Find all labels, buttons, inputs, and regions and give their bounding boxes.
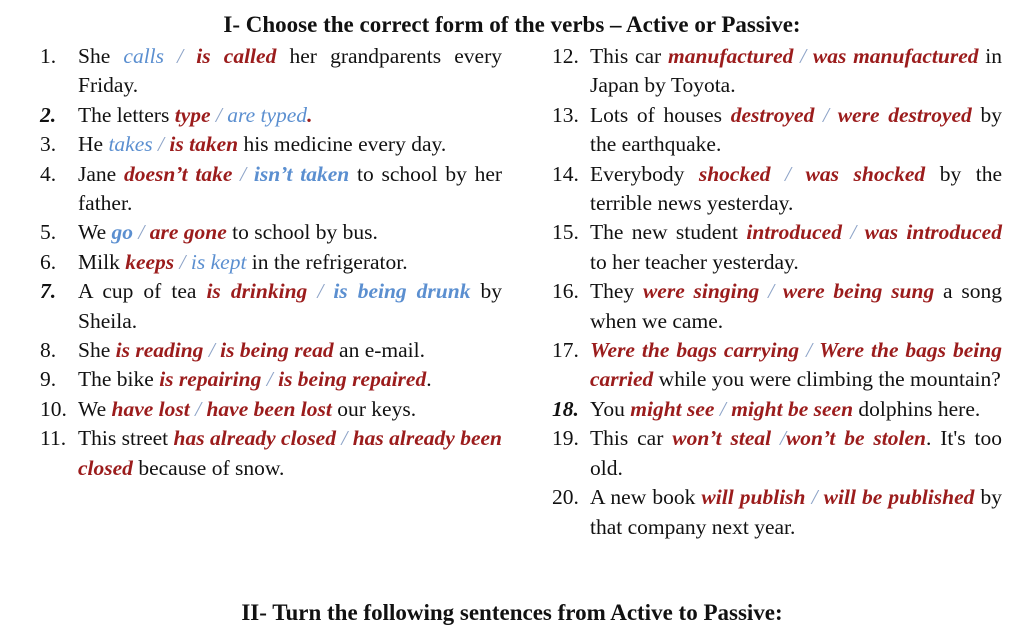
next-section-heading: II- Turn the following sentences from Active to Passive: — [241, 600, 783, 625]
sentence-start: A new book — [590, 485, 702, 510]
item-sentence — [78, 277, 502, 336]
sentence-start: She — [78, 338, 116, 363]
option-2: has already been closed — [78, 426, 503, 480]
sentence-start: This street — [78, 426, 174, 451]
item-sentence — [78, 395, 502, 424]
sentence-start: She — [78, 44, 124, 68]
sentence-start: We — [78, 220, 112, 245]
item-sentence — [590, 277, 1002, 336]
item-sentence — [78, 130, 502, 159]
exercise-item-10 — [40, 395, 502, 424]
option-2: is being drunk — [333, 279, 471, 304]
exercise-item-1 — [40, 42, 502, 101]
sentence-start: The bike — [78, 367, 160, 392]
option-separator: / — [203, 338, 221, 363]
sentence-end: in the refrigerator. — [246, 249, 408, 274]
item-number: 1. — [40, 44, 57, 68]
item-sentence — [590, 336, 1002, 395]
exercise-item-14 — [552, 160, 1002, 219]
item-sentence — [590, 42, 1002, 101]
sentence-start: The new student — [590, 220, 747, 245]
option-separator: / — [759, 279, 783, 304]
item-number: 15. — [552, 220, 579, 245]
option-separator: / — [164, 44, 197, 68]
item-sentence — [78, 101, 502, 130]
option-2: are typed — [227, 102, 308, 127]
item-sentence — [590, 160, 1002, 219]
option-1: go — [111, 220, 133, 245]
sentence-start: Milk — [78, 249, 126, 274]
option-2: was shocked — [805, 161, 926, 186]
item-number: 4. — [40, 161, 57, 186]
sentence-end: by the earthquake. — [590, 102, 1002, 157]
sentence-end: to her teacher yesterday. — [590, 249, 799, 274]
sentence-end: . — [307, 102, 313, 127]
exercise-item-5 — [40, 218, 502, 247]
option-2: is taken — [169, 132, 239, 157]
sentence-start: This car — [590, 426, 673, 451]
option-separator: / — [805, 485, 824, 510]
sentence-end: her grandparents every Friday. — [78, 44, 503, 98]
item-sentence — [590, 101, 1002, 160]
option-1: doesn’t take — [123, 161, 233, 186]
sentence-end: dolphins here. — [853, 396, 981, 421]
item-sentence — [78, 218, 502, 247]
option-1: is repairing — [159, 367, 262, 392]
sentence-end: to school by bus. — [226, 220, 378, 245]
item-sentence — [78, 42, 502, 101]
item-number: 2. — [40, 102, 57, 127]
item-sentence — [590, 483, 1002, 542]
option-1: won’t steal — [672, 426, 772, 451]
exercise-item-9 — [40, 365, 502, 394]
option-1: Were the bags carrying — [590, 338, 800, 363]
item-number: 14. — [552, 161, 579, 186]
exercise-item-7 — [40, 277, 502, 336]
item-number: 10. — [40, 396, 67, 421]
option-separator: / — [152, 132, 170, 157]
sentence-start: Jane — [78, 161, 124, 186]
exercise-item-19 — [552, 424, 1002, 483]
option-separator: / — [174, 249, 191, 274]
item-number: 18. — [552, 396, 579, 421]
option-1: will publish — [701, 485, 806, 510]
option-1: introduced — [746, 220, 842, 245]
left-column — [40, 42, 502, 483]
option-2: were being sung — [782, 279, 935, 304]
sentence-end: his medicine every day. — [238, 132, 447, 157]
sentence-start: This car — [590, 44, 668, 68]
option-separator: / — [799, 338, 820, 363]
sentence-start: You — [590, 396, 631, 421]
option-separator: / — [210, 102, 228, 127]
option-separator: / — [771, 426, 786, 451]
sentence-start: Lots of houses — [590, 102, 731, 127]
option-separator: / — [793, 44, 813, 68]
item-number: 9. — [40, 367, 57, 392]
item-number: 8. — [40, 338, 57, 363]
option-2: will be published — [823, 485, 975, 510]
option-separator: / — [307, 279, 334, 304]
sentence-end: because of snow. — [132, 455, 285, 480]
item-number: 17. — [552, 338, 579, 363]
option-1: might see — [630, 396, 715, 421]
item-number: 19. — [552, 426, 579, 451]
item-sentence — [590, 395, 1002, 424]
sentence-end: an e-mail. — [333, 338, 425, 363]
option-2: was introduced — [864, 220, 1002, 245]
sentence-end: a song when we came. — [590, 279, 1002, 333]
option-2: is kept — [190, 249, 247, 274]
option-1: manufactured — [667, 44, 794, 68]
option-1: takes — [108, 132, 153, 157]
item-number: 16. — [552, 279, 579, 304]
item-sentence — [590, 218, 1002, 277]
option-2: won’t be stolen — [785, 426, 926, 451]
sentence-end: in Japan by Toyota. — [590, 44, 1002, 98]
exercise-item-2 — [40, 101, 502, 130]
exercise-item-6 — [40, 248, 502, 277]
option-1: destroyed — [730, 102, 815, 127]
option-2: was manufactured — [812, 44, 979, 68]
item-sentence — [78, 365, 502, 394]
item-number: 11. — [40, 426, 67, 451]
exercise-item-12 — [552, 42, 1002, 101]
exercise-item-16 — [552, 277, 1002, 336]
option-separator: / — [841, 220, 865, 245]
sentence-end: by the terrible news yesterday. — [590, 161, 1002, 216]
exercise-title: I- Choose the correct form of the verbs – Active or Passive: — [223, 12, 801, 37]
item-number: 5. — [40, 220, 57, 245]
option-separator: / — [261, 367, 279, 392]
option-1: keeps — [125, 249, 175, 274]
right-column — [552, 42, 1002, 542]
item-number: 13. — [552, 102, 579, 127]
item-number: 3. — [40, 132, 57, 157]
option-separator: / — [770, 161, 806, 186]
option-1: shocked — [698, 161, 771, 186]
option-1: is drinking — [206, 279, 308, 304]
sentence-end: . — [426, 367, 432, 392]
option-1: has already closed — [173, 426, 336, 451]
item-number: 7. — [40, 279, 57, 304]
item-number: 20. — [552, 485, 579, 510]
option-2: were destroyed — [837, 102, 972, 127]
sentence-start: The letters — [78, 102, 175, 127]
item-sentence — [78, 336, 502, 365]
exercise-item-13 — [552, 101, 1002, 160]
exercise-item-17 — [552, 336, 1002, 395]
sentence-end: to school by her father. — [78, 161, 503, 216]
sentence-end: . It's too old. — [590, 426, 1002, 480]
item-sentence — [590, 424, 1002, 483]
sentence-end: by Sheila. — [78, 279, 502, 333]
option-separator: / — [714, 396, 732, 421]
sentence-end: while you were climbing the mountain? — [653, 367, 1001, 392]
option-1: were singing — [642, 279, 760, 304]
sentence-start: Everybody — [590, 161, 699, 186]
option-1: is reading — [115, 338, 204, 363]
option-1: have lost — [111, 396, 190, 421]
option-2: isn’t taken — [253, 161, 350, 186]
sentence-start: They — [590, 279, 643, 304]
item-number: 12. — [552, 44, 579, 68]
option-separator: / — [189, 396, 207, 421]
exercise-item-15 — [552, 218, 1002, 277]
option-2: is called — [196, 44, 277, 68]
exercise-item-11 — [40, 424, 502, 483]
sentence-end: our keys. — [331, 396, 417, 421]
option-separator: / — [133, 220, 150, 245]
option-2: Were the bags being carried — [590, 338, 1002, 392]
item-number: 6. — [40, 249, 57, 274]
item-sentence — [78, 248, 502, 277]
sentence-start: We — [78, 396, 112, 421]
option-1: type — [174, 102, 211, 127]
option-2: is being read — [220, 338, 334, 363]
option-2: might be seen — [731, 396, 854, 421]
option-2: have been lost — [206, 396, 332, 421]
item-sentence — [78, 160, 502, 219]
option-separator: / — [232, 161, 254, 186]
sentence-start: He — [78, 132, 109, 157]
item-sentence — [78, 424, 502, 483]
option-2: are gone — [149, 220, 227, 245]
exercise-item-4 — [40, 160, 502, 219]
exercise-item-18 — [552, 395, 1002, 424]
exercise-item-3 — [40, 130, 502, 159]
exercise-item-20 — [552, 483, 1002, 542]
option-1: calls — [123, 44, 165, 68]
option-separator: / — [335, 426, 353, 451]
option-separator: / — [814, 102, 838, 127]
sentence-start: A cup of tea — [78, 279, 207, 304]
sentence-end: by that company next year. — [590, 485, 1002, 539]
option-2: is being repaired — [278, 367, 427, 392]
exercise-item-8 — [40, 336, 502, 365]
